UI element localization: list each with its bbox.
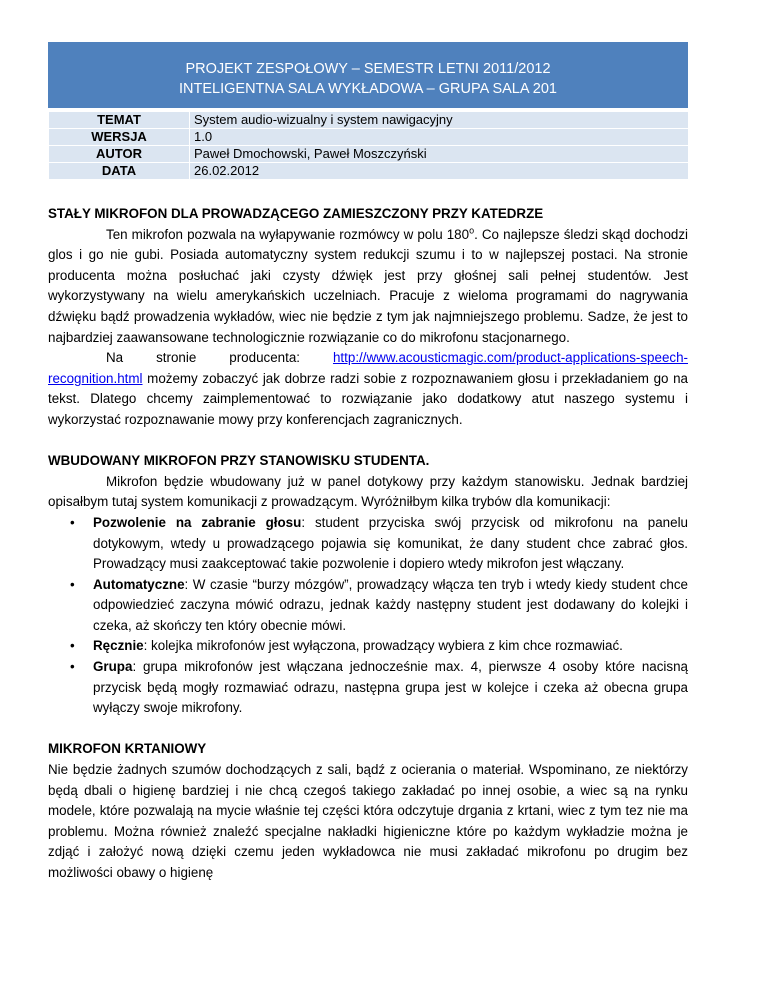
producer-link[interactable]: http://www.acousticmagic.com/product-applications-speech-recognition.html	[48, 350, 688, 386]
list-item-text: : student przyciska swój przycisk od mikrofonu na panelu dotykowym, wtedy u prowadzącego pojawia się komunikat, że dany student chce zabrać głos. Prowadzący musi zaakceptować takie pozwolenie i dopiero wtedy mikrofon jest włączany.	[93, 514, 688, 572]
project-title: PROJEKT ZESPOŁOWY – SEMESTR LETNI 2011/2012	[185, 61, 551, 77]
mode-list	[48, 513, 688, 719]
metadata-key: AUTOR	[49, 146, 190, 163]
document-body	[48, 204, 688, 884]
spacer	[48, 431, 688, 452]
bullet-icon: •	[70, 659, 75, 675]
metadata-key: WERSJA	[49, 129, 190, 146]
metadata-value: Paweł Dmochowski, Paweł Moszczyński	[190, 146, 689, 163]
list-item-term: Automatyczne	[93, 576, 185, 592]
bullet-icon: •	[70, 514, 75, 530]
metadata-table	[48, 111, 689, 180]
spacer	[48, 719, 688, 740]
list-item-term: Pozwolenie na zabranie głosu	[93, 514, 302, 530]
paragraph-text: Ten mikrofon pozwala na wyłapywanie rozmówcy w polu 180	[106, 226, 470, 242]
list-item	[48, 657, 688, 719]
section-heading: MIKROFON KRTANIOWY	[48, 741, 207, 757]
project-subtitle: INTELIGENTNA SALA WYKŁADOWA – GRUPA SALA 201	[179, 81, 557, 97]
paragraph-text: . Co najlepsze śledzi skąd dochodzi glos i go nie gubi. Posiada automatyczny system redukcji szumu i to w najlepszej postaci. Na stronie producenta można posłuchać jaki czysty dźwięk jest przy głośnej sali pełnej studentów. Jest wykorzystywany na wielu amerykańskich uczelniach. Pracuje z wieloma programami do nagrywania dźwięku bądź prowadzenia wykładów, wiec nie będzie z tym jak najmniejszego problemu. Sadze, że jest to najbardziej zaawansowane technologicznie rozwiązanie co do mikrofonu stacjonarnego.	[48, 226, 689, 345]
list-item	[48, 575, 688, 637]
bullet-icon: •	[70, 638, 75, 654]
paragraph	[48, 348, 688, 430]
list-item-text: : W czasie “burzy mózgów”, prowadzący włącza ten tryb i wtedy kiedy student chce odpowiedzieć zaczyna mówić odrazu, jednak każdy następny student jest dodawany do kolejki i czeka, aż skończy ten który obecnie mówi.	[93, 576, 688, 633]
title-banner	[48, 42, 688, 108]
metadata-value: 26.02.2012	[190, 163, 689, 180]
metadata-row	[49, 129, 689, 146]
metadata-value: 1.0	[190, 129, 689, 146]
list-item-text: : kolejka mikrofonów jest wyłączona, prowadzący wybiera z kim chce rozmawiać.	[143, 638, 623, 654]
metadata-row	[49, 112, 689, 129]
list-item	[48, 636, 688, 657]
list-item	[48, 513, 688, 575]
paragraph: Nie będzie żadnych szumów dochodzących z sali, bądź z ocierania o materiał. Wspominano, ze niektórzy będą dbali o higienę bardziej i nie chcą czegoś takiego zakładać po innej osobie, a wiec są na rynku modele, które pozwalają na mycie właśnie tej części która odczytuje drgania z krtani, wiec z tym tez nie ma problemu. Można również znaleźć specjalne nakładki higieniczne które po każdym wykładzie można je zdjąć i założyć nową dzięki czemu jeden wykładowca nie musi zakładać mikrofonu po drugim bez możliwości obawy o higienę	[48, 762, 688, 880]
section-heading: STAŁY MIKROFON DLA PROWADZĄCEGO ZAMIESZCZONY PRZY KATEDRZE	[48, 206, 544, 221]
paragraph-text: Na stronie producenta:	[106, 350, 333, 366]
metadata-row	[49, 146, 689, 163]
paragraph	[48, 225, 688, 349]
metadata-row	[49, 163, 689, 180]
paragraph: Mikrofon będzie wbudowany już w panel dotykowy przy każdym stanowisku. Jednak bardziej opisałbym tutaj system komunikacji z prowadzącym. Wyróżniłbym kilka trybów dla komunikacji:	[48, 473, 688, 510]
list-item-term: Grupa	[93, 659, 133, 675]
metadata-key: DATA	[49, 163, 190, 180]
list-item-text: : grupa mikrofonów jest włączana jednocześnie max. 4, pierwsze 4 osoby które nacisną przycisk będą mogły rozmawiać odrazu, następna grupa jest w kolejce i czeka aż obecna grupa wyłączy swoje mikrofony.	[93, 659, 688, 716]
paragraph-text: możemy zobaczyć jak dobrze radzi sobie z rozpoznawaniem głosu i przekładaniem go na tekst. Dlatego chcemy zaimplementować to rozwiązanie jako dodatkowy atut naszego systemu i wykorzystać rozpoznawanie mowy przy konferencjach zagranicznych.	[48, 370, 688, 427]
bullet-icon: •	[70, 576, 75, 592]
metadata-value: System audio-wizualny i system nawigacyjny	[190, 112, 689, 129]
degree-superscript: o	[469, 225, 475, 236]
section-heading: WBUDOWANY MIKROFON PRZY STANOWISKU STUDENTA.	[48, 453, 430, 469]
metadata-key: TEMAT	[49, 112, 190, 129]
list-item-term: Ręcznie	[93, 638, 144, 654]
